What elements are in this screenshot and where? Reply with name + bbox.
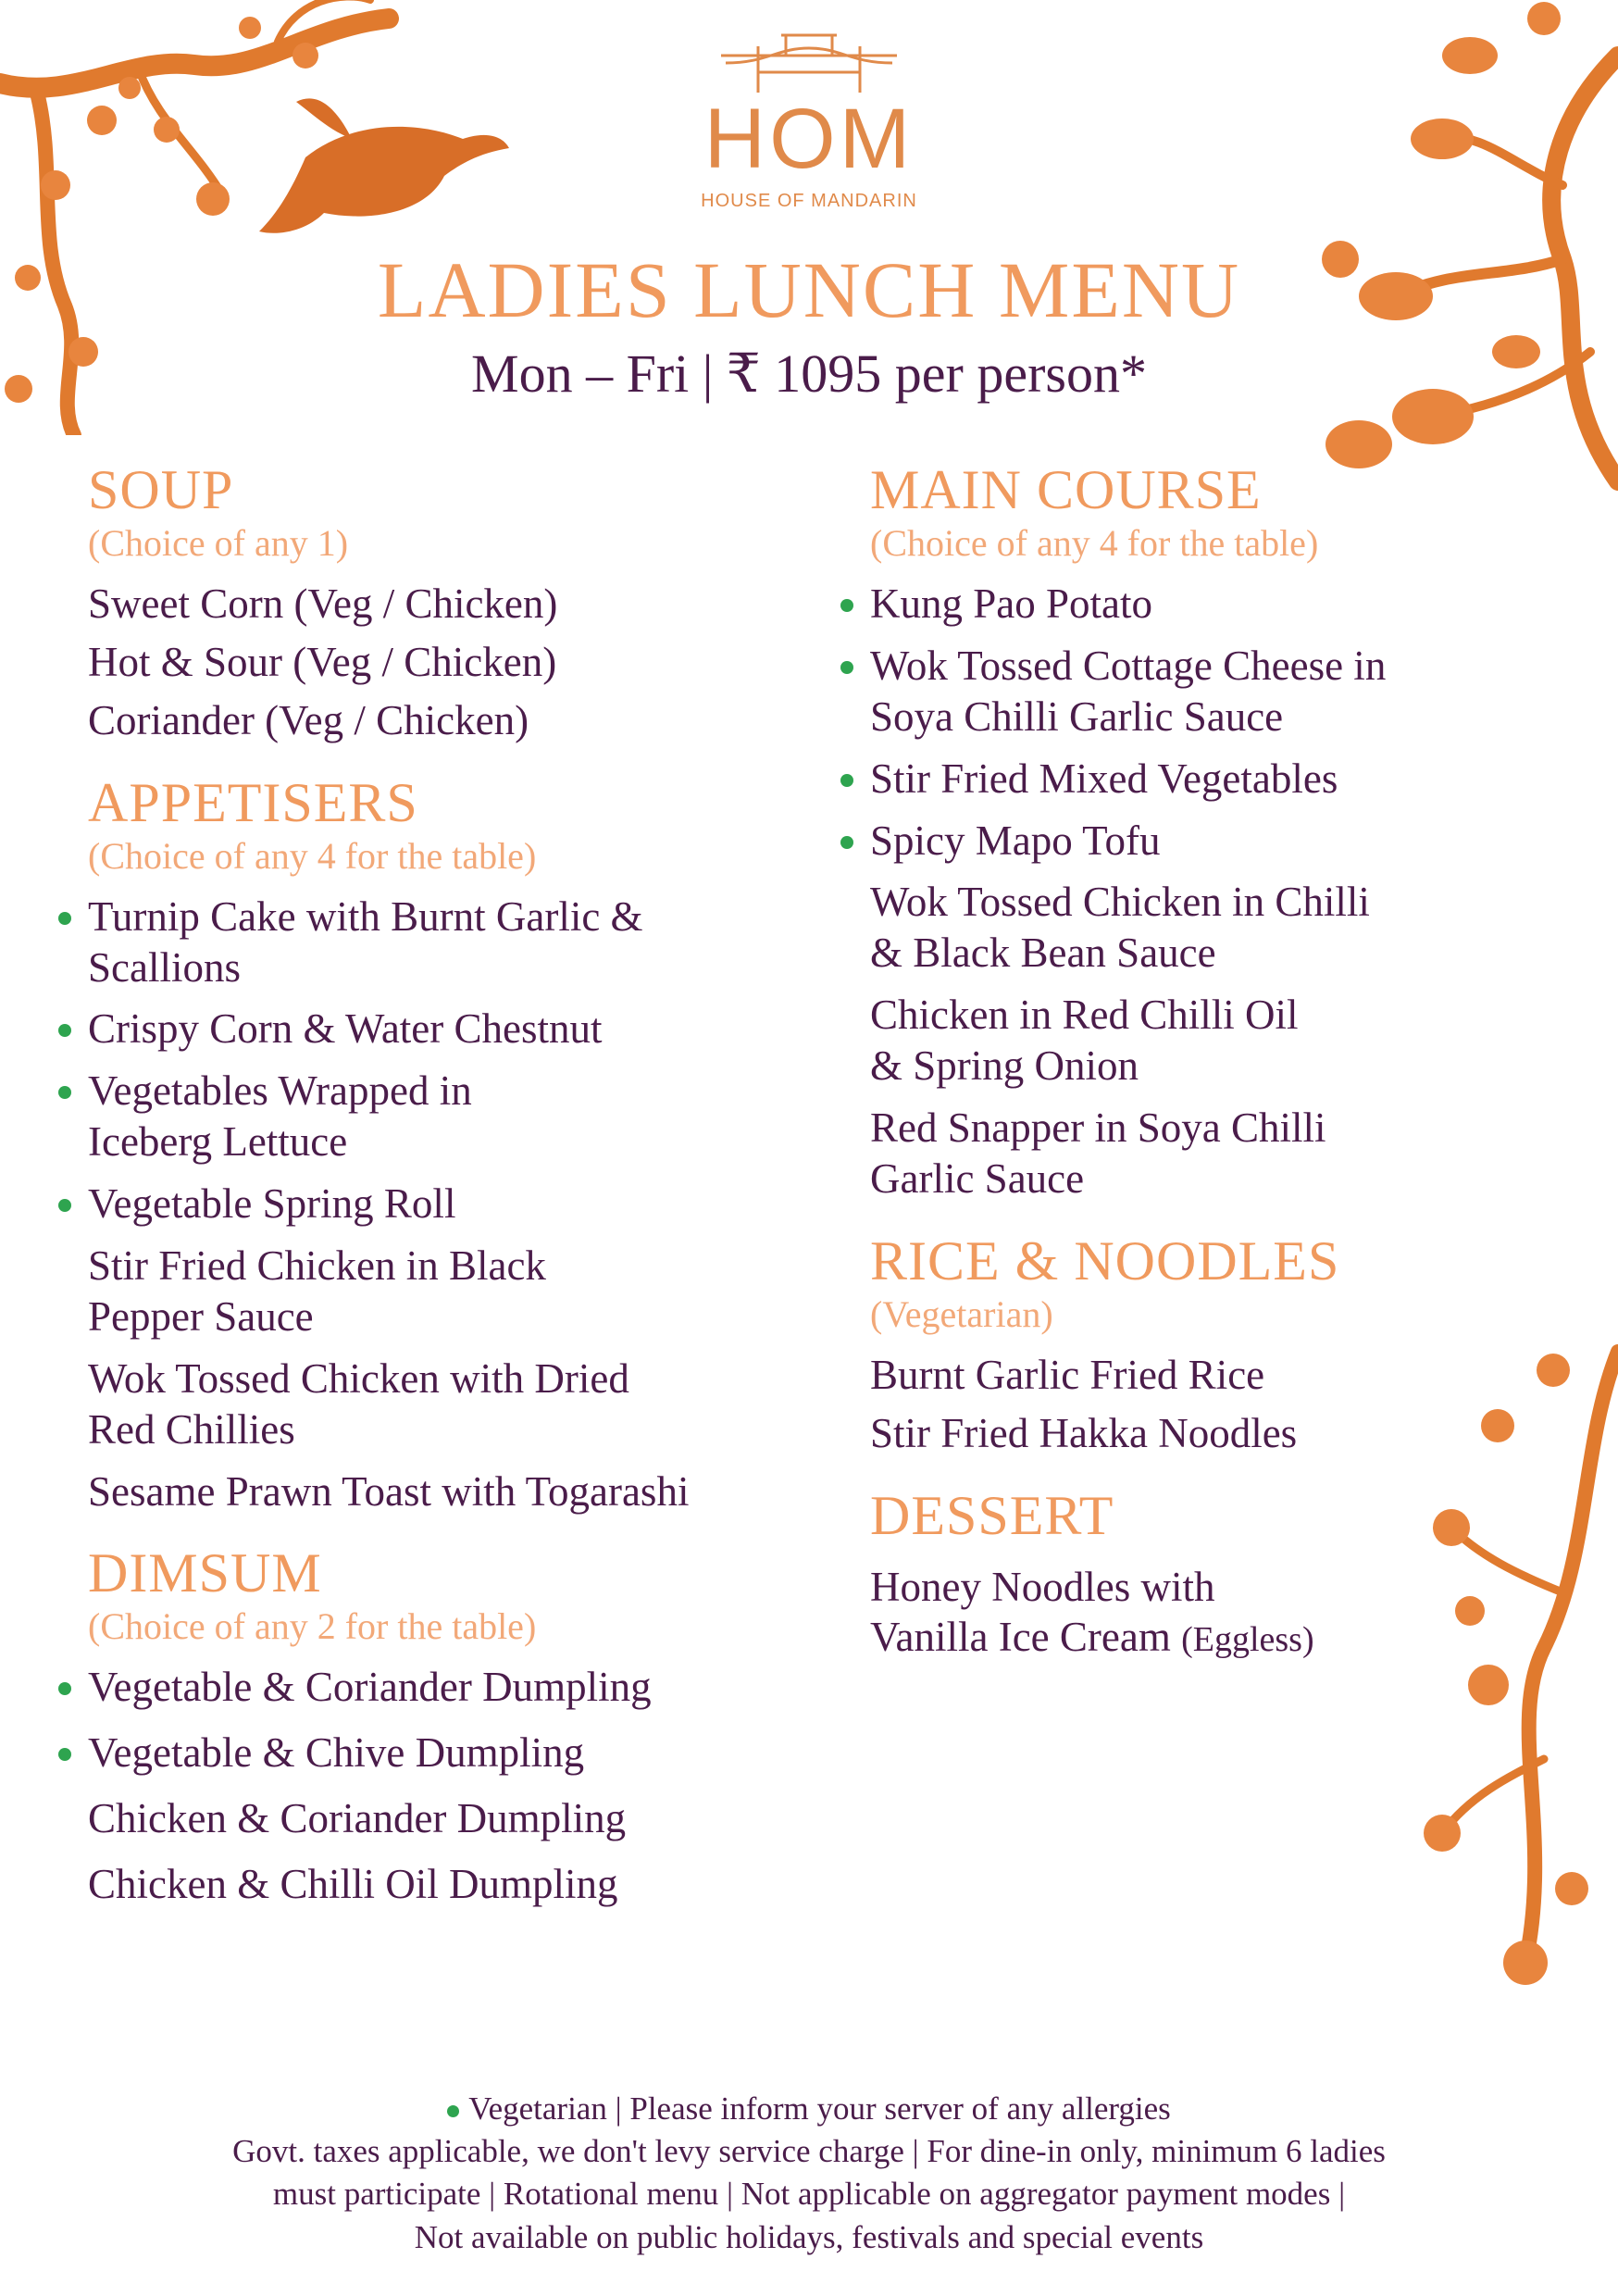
footer-line: must participate | Rotational menu | Not applicable on aggregator payment modes | <box>272 2176 1346 2213</box>
veg-dot-icon <box>840 661 853 674</box>
menu-item <box>88 1066 791 1167</box>
menu-price-line: Mon – Fri | ₹ 1095 per person* <box>471 343 1147 404</box>
section-note: (Choice of any 1) <box>88 522 349 564</box>
menu-item-line: Spicy Mapo Tofu <box>870 817 1161 864</box>
menu-item-line: Vegetables Wrapped in <box>88 1067 472 1115</box>
menu-item-text: Chicken & Chilli Oil Dumpling <box>88 1861 618 1908</box>
section-title: DESSERT <box>870 1484 1114 1546</box>
menu-item <box>870 641 1518 742</box>
section-title: SOUP <box>88 459 234 520</box>
menu-item-line: Red Snapper in Soya Chilli <box>870 1104 1326 1152</box>
menu-item-line: Wok Tossed Cottage Cheese in <box>870 642 1387 689</box>
veg-dot-icon <box>58 1199 71 1212</box>
menu-item-line: & Black Bean Sauce <box>870 930 1216 977</box>
left-column <box>88 461 791 1938</box>
menu-item <box>870 1562 1518 1664</box>
rice-noodles-section <box>870 1229 1518 1459</box>
menu-item: Sweet Corn (Veg / Chicken) <box>88 580 558 627</box>
veg-dot-icon <box>58 1682 71 1695</box>
footer-line: Not available on public holidays, festivals and special events <box>414 2218 1204 2255</box>
menu-item <box>88 1728 791 1778</box>
brand-wordmark: HOM <box>703 92 915 186</box>
menu-item-line: Stir Fried Chicken in Black <box>88 1242 546 1290</box>
brand-subtitle: HOUSE OF MANDARIN <box>701 191 917 211</box>
dessert-section <box>870 1484 1518 1664</box>
menu-title: LADIES LUNCH MENU <box>377 245 1241 334</box>
menu-item <box>88 1004 791 1054</box>
menu-item <box>88 1179 791 1229</box>
appetisers-section <box>88 771 791 1517</box>
menu-item-line: Crispy Corn & Water Chestnut <box>88 1005 603 1053</box>
menu-item <box>88 1354 791 1455</box>
menu-item-line: Kung Pao Potato <box>870 580 1153 627</box>
dimsum-section <box>88 1544 791 1910</box>
footer-text: Vegetarian | Please inform your server of any allergies <box>468 2090 1171 2127</box>
eggless-tag: (Eggless) <box>1181 1620 1314 1660</box>
menu-item <box>88 892 791 993</box>
menu-item-line <box>870 1612 1518 1663</box>
veg-dot-icon <box>58 1086 71 1099</box>
menu-item: Hot & Sour (Veg / Chicken) <box>88 638 557 685</box>
menu-item: Stir Fried Hakka Noodles <box>870 1409 1298 1456</box>
menu-item-line: Soya Chilli Garlic Sauce <box>870 693 1284 740</box>
right-column <box>870 461 1518 1691</box>
menu-item-line: Turnip Cake with Burnt Garlic & <box>88 892 643 940</box>
menu-item-text: Vanilla Ice Cream <box>870 1614 1171 1661</box>
soup-section <box>88 461 791 746</box>
menu-item-line: Wok Tossed Chicken in Chilli <box>870 879 1370 926</box>
section-note: (Vegetarian) <box>870 1292 1053 1335</box>
section-note: (Choice of any 4 for the table) <box>88 834 537 877</box>
brand-logo <box>0 28 1618 212</box>
menu-item-line: Wok Tossed Chicken with Dried <box>88 1354 629 1402</box>
veg-dot-icon <box>447 2105 459 2117</box>
menu-item <box>870 816 1518 867</box>
section-note: (Choice of any 4 for the table) <box>870 522 1319 564</box>
menu-item: Burnt Garlic Fried Rice <box>870 1351 1265 1398</box>
veg-dot-icon <box>840 774 853 787</box>
menu-item-line: Stir Fried Mixed Vegetables <box>870 755 1338 802</box>
footer-line: Govt. taxes applicable, we don't levy service charge | For dine-in only, minimum 6 ladies <box>232 2133 1386 2170</box>
footer-notes <box>0 2088 1618 2259</box>
menu-item <box>88 1662 791 1713</box>
menu-item-line: & Spring Onion <box>870 1042 1139 1090</box>
menu-item <box>88 1466 791 1517</box>
veg-dot-icon <box>840 836 853 849</box>
menu-item: Coriander (Veg / Chicken) <box>88 696 529 743</box>
menu-item-line: Honey Noodles with <box>870 1563 1215 1610</box>
menu-item <box>870 579 1518 630</box>
pavilion-roof-icon <box>721 28 897 93</box>
menu-item-text: Vegetable & Chive Dumpling <box>88 1729 585 1777</box>
menu-item-line: Vegetable Spring Roll <box>88 1180 456 1228</box>
section-title: MAIN COURSE <box>870 459 1262 520</box>
footer-line <box>0 2088 1618 2130</box>
menu-item <box>870 754 1518 805</box>
menu-item-line: Sesame Prawn Toast with Togarashi <box>88 1467 690 1515</box>
section-title: RICE & NOODLES <box>870 1229 1340 1292</box>
veg-dot-icon <box>58 912 71 925</box>
menu-item-line: Chicken in Red Chilli Oil <box>870 992 1299 1039</box>
menu-item-text: Chicken & Coriander Dumpling <box>88 1795 627 1842</box>
veg-dot-icon <box>840 599 853 612</box>
menu-item-line: Pepper Sauce <box>88 1292 314 1340</box>
menu-item-line: Red Chillies <box>88 1405 295 1453</box>
menu-item <box>88 1241 791 1342</box>
menu-item-line: Scallions <box>88 943 241 991</box>
menu-item <box>88 1859 791 1910</box>
menu-item <box>870 990 1518 1092</box>
veg-dot-icon <box>58 1024 71 1037</box>
section-title: DIMSUM <box>88 1542 322 1604</box>
section-title: APPETISERS <box>88 771 418 833</box>
section-note: (Choice of any 2 for the table) <box>88 1605 537 1648</box>
menu-item <box>870 1103 1518 1204</box>
menu-item-line: Garlic Sauce <box>870 1154 1085 1202</box>
menu-item-text: Vegetable & Coriander Dumpling <box>88 1664 652 1711</box>
veg-dot-icon <box>58 1748 71 1761</box>
menu-item-line: Iceberg Lettuce <box>88 1118 348 1166</box>
menu-item <box>88 1793 791 1844</box>
menu-item <box>870 877 1518 979</box>
main-course-section <box>870 461 1518 1204</box>
